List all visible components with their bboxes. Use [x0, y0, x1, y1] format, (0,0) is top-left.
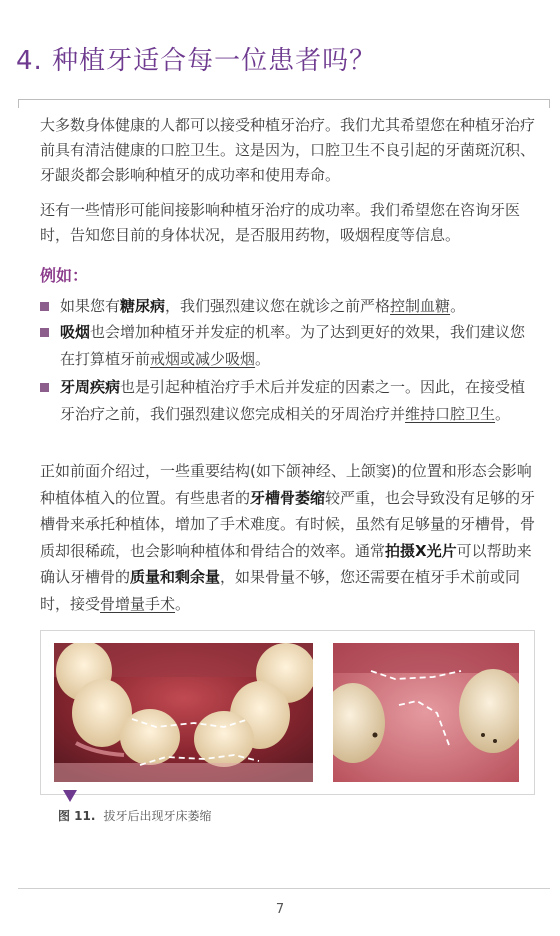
- bullet-square-icon: [40, 302, 49, 311]
- info-paragraph: 还有一些情形可能间接影响种植牙治疗的成功率。我们希望您在咨询牙医时，告知您目前的身体状况，是否服用药物，吸烟程度等信息。: [40, 201, 521, 244]
- bullet-text: 牙周疾病也是引起种植治疗手术后并发症的因素之一。因此，在接受植牙治疗之前，我们强烈建议您完成相关的牙周治疗并维持口腔卫生。: [60, 378, 526, 423]
- figure-caption: [58, 807, 211, 824]
- bullet-text: 吸烟也会增加种植牙并发症的机率。为了达到更好的效果，我们建议您在打算植牙前戒烟或减少吸烟。: [60, 323, 526, 368]
- bullet-square-icon: [40, 383, 49, 392]
- figure-marker-icon: [63, 790, 77, 802]
- figure-number: 图 11.: [58, 809, 96, 823]
- frame-top-line: [18, 99, 550, 100]
- bullet-text: 如果您有糖尿病，我们强烈建议您在就诊之前严格控制血糖。: [60, 297, 466, 315]
- page-number: 7: [275, 902, 285, 917]
- dental-photo-2: [333, 643, 519, 782]
- footer-line: [18, 888, 550, 889]
- bullet-item-periodontal: [40, 374, 538, 428]
- example-label: 例如：: [40, 266, 89, 285]
- bullet-item-smoking: [40, 319, 538, 373]
- bullet-item-diabetes: [40, 293, 538, 320]
- frame-tick-right: [549, 99, 550, 108]
- bone-paragraph: 正如前面介绍过，一些重要结构(如下颌神经、上颌窦)的位置和形态会影响种植体植入的位置。有些患者的牙槽骨萎缩较严重，也会导致没有足够的牙槽骨来承托种植体，增加了手术难度。有时候，虽然有足够量的牙槽骨，骨质却很稀疏，也会影响种植体和骨结合的效率。通常拍摄X光片可以帮助来确认牙槽骨的质量和剩余量，如果骨量不够，您还需要在植牙手术前或同时，接受骨增量手术。: [40, 462, 536, 613]
- dental-photo-1: [54, 643, 313, 782]
- frame-tick-left: [18, 99, 19, 108]
- intro-paragraph: 大多数身体健康的人都可以接受种植牙治疗。我们尤其希望您在种植牙治疗前具有清洁健康的口腔卫生。这是因为，口腔卫生不良引起的牙菌斑沉积、牙龈炎都会影响种植牙的成功率和使用寿命。: [40, 116, 536, 184]
- figure-caption-text: 拔牙后出现牙床萎缩: [103, 809, 212, 823]
- page-title: 4. 种植牙适合每一位患者吗？: [16, 46, 377, 76]
- bullet-square-icon: [40, 328, 49, 337]
- figure-box: [40, 630, 535, 795]
